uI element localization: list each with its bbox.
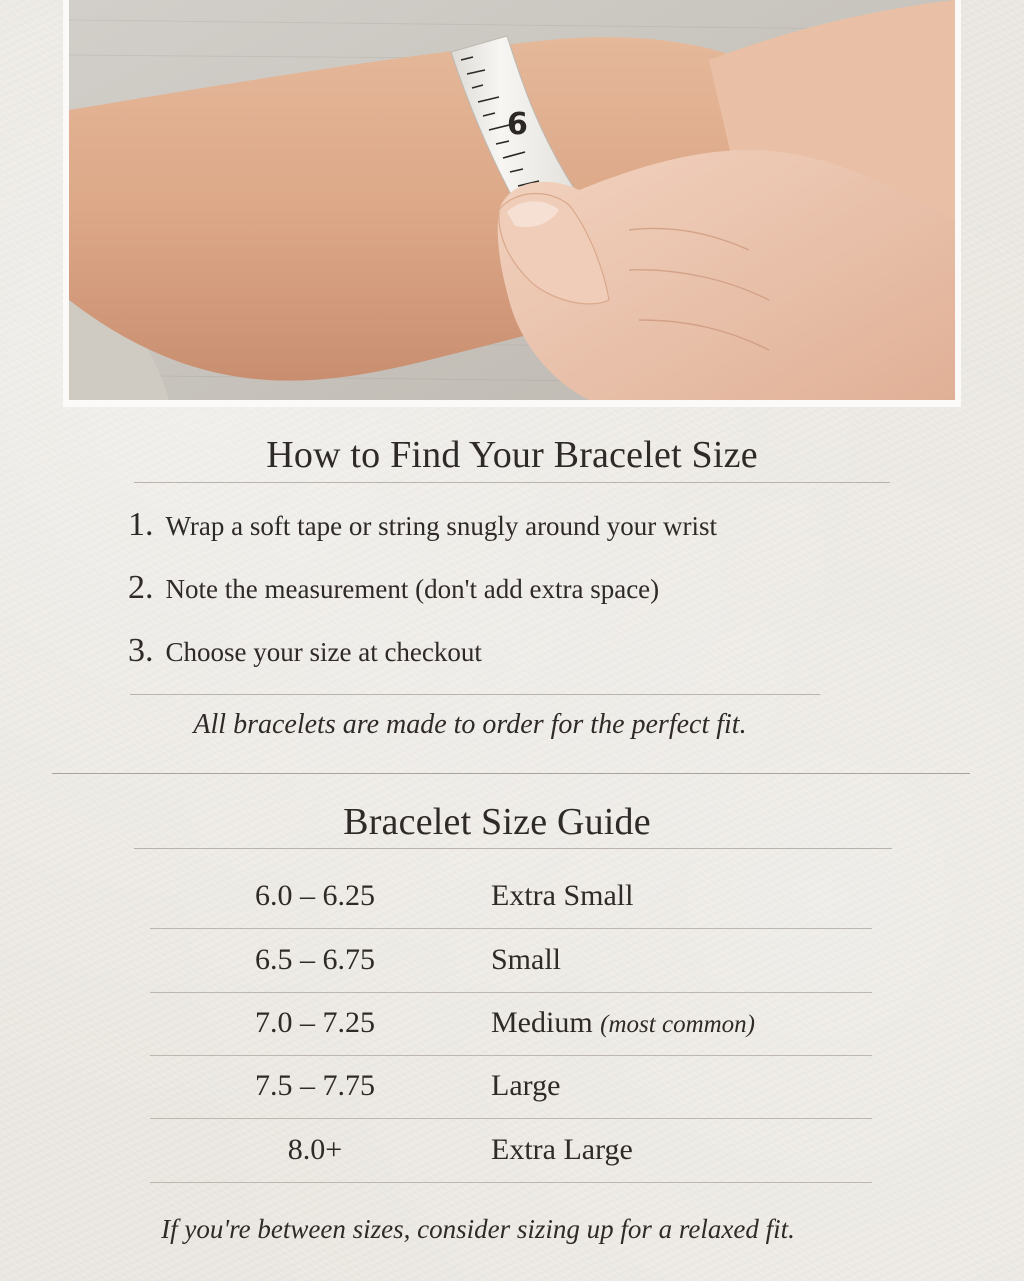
divider [134,482,890,483]
step-number: 2. [128,569,154,606]
tape-number: 6 [507,107,528,142]
size-guide-title: Bracelet Size Guide [343,801,651,843]
photo-frame [63,0,961,407]
size-note: (most common) [600,1011,756,1038]
wrist-range: 6.5 – 6.75 [255,943,375,976]
size-label [491,1069,560,1103]
steps-list [128,506,717,695]
size-row [150,992,872,1056]
step-number: 3. [128,632,154,669]
size-label [491,1006,755,1040]
step-text: Wrap a soft tape or string snugly around your wrist [165,511,718,541]
divider [134,848,892,849]
wrist-range: 7.5 – 7.75 [255,1069,375,1102]
wrist-range: 7.0 – 7.25 [255,1006,375,1039]
size-row [150,1055,872,1119]
size-name: Small [491,943,562,976]
size-name: Large [491,1069,561,1102]
step-text: Choose your size at checkout [165,637,482,667]
size-row [150,929,872,993]
size-label [491,943,561,977]
wrist-range: 8.0+ [287,1133,343,1166]
divider [130,694,820,695]
size-name: Medium [491,1006,593,1039]
step-item [128,506,717,569]
size-name: Extra Large [491,1133,633,1166]
wrist-illustration [69,0,955,400]
wrist-range: 6.0 – 6.25 [255,879,375,912]
made-to-order-note: All bracelets are made to order for the perfect fit. [193,709,747,740]
how-to-title: How to Find Your Bracelet Size [266,434,758,476]
size-row [150,865,872,929]
step-item [128,569,717,632]
step-item [128,632,717,695]
size-row [150,1119,872,1183]
section-divider [52,773,970,774]
size-name: Extra Small [491,879,634,912]
size-label [491,879,633,913]
wrist-measuring-photo [69,0,955,400]
step-text: Note the measurement (don't add extra space) [165,574,660,604]
step-number: 1. [128,506,154,543]
sizing-tip: If you're between sizes, consider sizing up for a relaxed fit. [161,1214,795,1244]
size-label [491,1133,633,1167]
